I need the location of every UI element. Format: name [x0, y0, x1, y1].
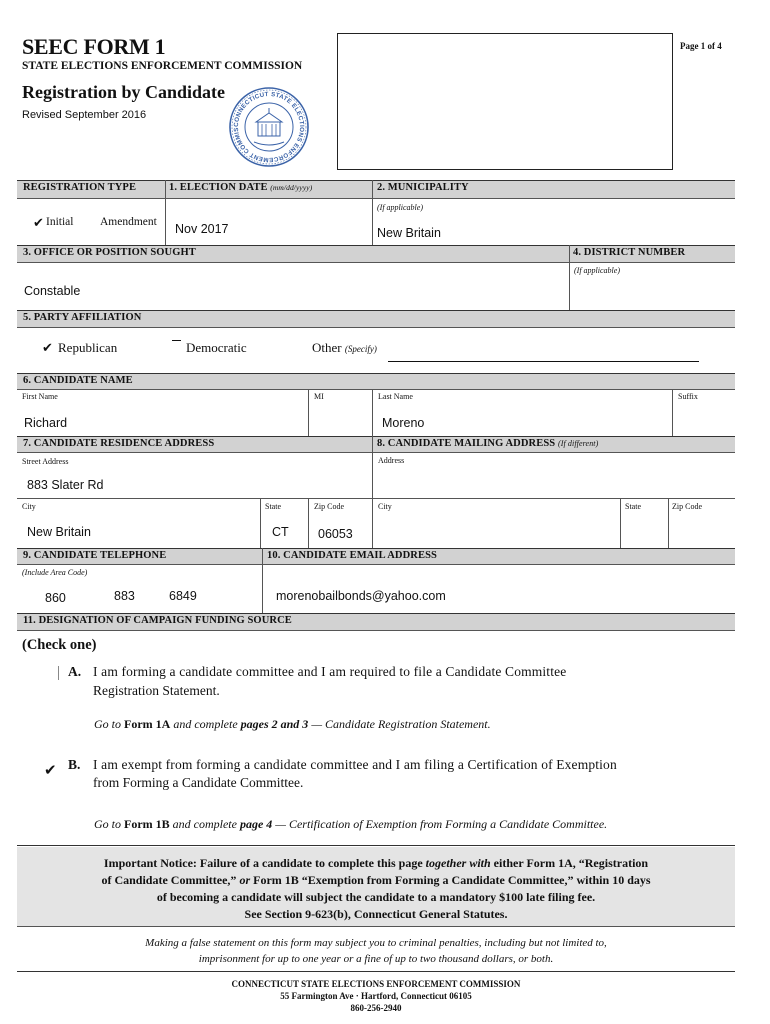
phone-area-value[interactable]: 860 [45, 591, 66, 605]
other-specify-field[interactable] [388, 361, 699, 362]
section-bar-contact [17, 548, 735, 565]
divider [372, 436, 373, 548]
warning-line-2: imprisonment for up to one year or a fine of up to two thousand dollars, or both. [198, 953, 554, 965]
telephone-note: (Include Area Code) [22, 568, 88, 577]
mi-label: MI [314, 392, 324, 401]
divider [17, 845, 735, 846]
seal-text: CONNECTICUT STATE ELECTIONS ENFORCEMENT COMMIS [232, 90, 306, 164]
republican-checkmark-icon[interactable]: ✔ [42, 341, 53, 356]
footer [17, 978, 735, 1014]
first-name-label: First Name [22, 392, 58, 401]
initial-option[interactable]: Initial [46, 216, 74, 228]
divider [308, 498, 309, 548]
page-number: Page 1 of 4 [680, 41, 722, 51]
footer-address: 55 Farmington Ave · Hartford, Connecticut 06105 [280, 991, 472, 1001]
commission-seal-icon [228, 86, 310, 168]
option-a-checkbox[interactable] [58, 666, 59, 680]
candidate-name-label: 6. CANDIDATE NAME [23, 375, 133, 386]
option-a-text-2[interactable]: Registration Statement. [93, 683, 220, 698]
phone-line-value[interactable]: 6849 [169, 589, 197, 603]
email-value[interactable]: morenobailbonds@yahoo.com [276, 589, 446, 603]
suffix-label: Suffix [678, 392, 698, 401]
false-statement-warning [17, 935, 735, 967]
footer-name: CONNECTICUT STATE ELECTIONS ENFORCEMENT COMMISSION [231, 979, 521, 989]
section-bar-party [17, 310, 735, 328]
section-bar-row2 [17, 245, 735, 263]
democratic-option[interactable]: Democratic [186, 340, 247, 355]
street-label: Street Address [22, 457, 69, 466]
divider [672, 390, 673, 436]
state-label: State [265, 502, 281, 511]
divider [308, 390, 309, 436]
residence-label: 7. CANDIDATE RESIDENCE ADDRESS [23, 438, 215, 449]
email-label: 10. CANDIDATE EMAIL ADDRESS [267, 550, 437, 561]
initial-checkmark-icon[interactable]: ✔ [33, 216, 44, 231]
street-value[interactable]: 883 Slater Rd [27, 478, 104, 492]
city-label: City [22, 502, 36, 511]
district-label: 4. DISTRICT NUMBER [573, 247, 686, 258]
mailing-state-label: State [625, 502, 641, 511]
section-bar-address [17, 436, 735, 453]
option-b-letter: B. [68, 757, 81, 772]
form-title: SEEC FORM 1 [22, 34, 166, 59]
election-date-label: 1. ELECTION DATE (mm/dd/yyyy) [169, 182, 313, 193]
office-value[interactable]: Constable [24, 284, 81, 298]
notice-line-2: of Candidate Committee,” or Form 1B “Exemption from Forming a Candidate Committee,” within 10 days [101, 873, 651, 887]
divider [17, 971, 735, 972]
municipality-label: 2. MUNICIPALITY [377, 182, 469, 193]
section-bar-row1 [17, 180, 735, 199]
city-value[interactable]: New Britain [27, 525, 91, 539]
important-notice [17, 847, 735, 927]
office-use-box [337, 33, 673, 170]
revised-date: Revised September 2016 [22, 109, 147, 121]
divider [372, 180, 373, 245]
divider [668, 498, 669, 548]
municipality-note: (If applicable) [377, 203, 423, 212]
divider [569, 245, 570, 310]
section-bar-name [17, 373, 735, 390]
amendment-option[interactable]: Amendment [100, 216, 157, 228]
footer-phone: 860-256-2940 [350, 1003, 402, 1013]
funding-label: 11. DESIGNATION OF CAMPAIGN FUNDING SOURCE [23, 615, 292, 626]
mailing-label: 8. CANDIDATE MAILING ADDRESS (If different) [377, 438, 599, 449]
last-name-value[interactable]: Moreno [382, 416, 425, 430]
divider [262, 548, 263, 613]
divider [17, 498, 735, 499]
zip-value[interactable]: 06053 [318, 527, 353, 541]
option-b-text-2[interactable]: from Forming a Candidate Committee. [93, 775, 304, 790]
republican-option[interactable]: Republican [58, 340, 118, 355]
option-b-checkmark-icon[interactable]: ✔ [44, 761, 57, 779]
divider [260, 498, 261, 548]
state-value[interactable]: CT [272, 525, 289, 539]
last-name-label: Last Name [378, 392, 413, 401]
option-a-instructions: Go to Form 1A and complete pages 2 and 3 — Candidate Registration Statement. [94, 717, 491, 731]
party-label: 5. PARTY AFFILIATION [23, 312, 142, 323]
mailing-zip-label: Zip Code [672, 502, 702, 511]
other-option[interactable] [312, 340, 377, 356]
section-bar-funding [17, 613, 735, 631]
mailing-address-label: Address [378, 456, 405, 465]
office-label: 3. OFFICE OR POSITION SOUGHT [23, 247, 196, 258]
option-b-instructions: Go to Form 1B and complete page 4 — Certification of Exemption from Forming a Candidate Committee. [94, 817, 608, 831]
divider [620, 498, 621, 548]
municipality-value[interactable]: New Britain [377, 226, 441, 240]
telephone-label: 9. CANDIDATE TELEPHONE [23, 550, 167, 561]
registration-type-label: REGISTRATION TYPE [23, 182, 137, 193]
notice-line-3: of becoming a candidate will subject the candidate to a mandatory $100 late filing fee. [156, 890, 596, 904]
agency-name: STATE ELECTIONS ENFORCEMENT COMMISSION [22, 60, 303, 72]
first-name-value[interactable]: Richard [24, 416, 68, 430]
mailing-city-label: City [378, 502, 392, 511]
warning-line-1: Making a false statement on this form may subject you to criminal penalties, including but not limited to, [145, 937, 607, 949]
other-label: Other [312, 340, 342, 355]
other-note: (Specify) [344, 344, 377, 354]
option-a-text-1[interactable]: I am forming a candidate committee and I am required to file a Candidate Committee [93, 664, 567, 679]
option-a-letter: A. [68, 664, 82, 679]
democratic-checkbox[interactable] [172, 340, 181, 341]
option-b-text-1[interactable]: I am exempt from forming a candidate committee and I am filing a Certification of Exemption [93, 757, 617, 772]
form-subtitle: Registration by Candidate [22, 82, 226, 102]
zip-label: Zip Code [314, 502, 344, 511]
phone-prefix-value[interactable]: 883 [114, 589, 135, 603]
district-note: (If applicable) [574, 266, 620, 275]
divider [165, 180, 166, 245]
notice-line-1: Important Notice: Failure of a candidate to complete this page together with either Form 1A, “Registration [103, 856, 649, 870]
notice-line-4: See Section 9-623(b), Connecticut General Statutes. [244, 907, 508, 921]
divider [372, 390, 373, 436]
check-one-label: (Check one) [22, 637, 97, 653]
election-date-value[interactable]: Nov 2017 [175, 222, 229, 236]
